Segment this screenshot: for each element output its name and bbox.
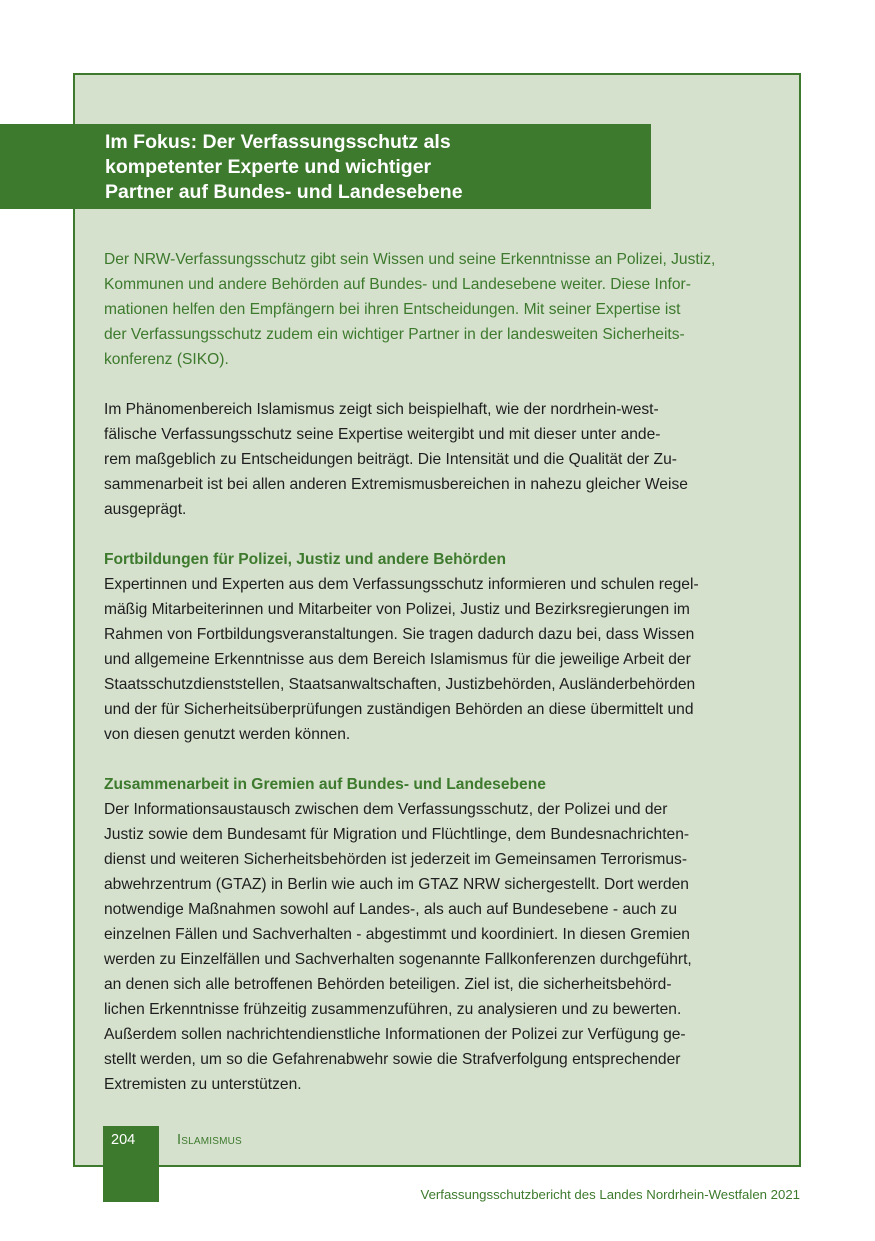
text-line: und der für Sicherheitsüberprüfungen zuständigen Behörden an diese übermittelt und <box>104 701 694 718</box>
intro-paragraph <box>104 247 784 372</box>
text-line: Extremisten zu unterstützen. <box>104 1076 302 1093</box>
title-line: Im Fokus: Der Verfassungsschutz als <box>105 131 451 153</box>
section-heading: Fortbildungen für Polizei, Justiz und andere Behörden <box>104 551 506 568</box>
text-line: dienst und weiteren Sicherheitsbehörden ist jederzeit im Gemeinsamen Terrorismus- <box>104 851 688 868</box>
chapter-label: Islamismus <box>177 1132 242 1148</box>
footer-publication-title: Verfassungsschutzbericht des Landes Nordrhein-Westfalen 2021 <box>420 1187 800 1202</box>
text-line: ausgeprägt. <box>104 501 187 518</box>
text-line: von diesen genutzt werden können. <box>104 726 351 743</box>
section-zusammenarbeit <box>104 772 784 1097</box>
text-line: stellt werden, um so die Gefahrenabwehr sowie die Strafverfolgung entsprechender <box>104 1051 681 1068</box>
text-line: rem maßgeblich zu Entscheidungen beiträgt. Die Intensität und die Qualität der Zu- <box>104 451 677 468</box>
text-line: Außerdem sollen nachrichtendienstliche Informationen der Polizei zur Verfügung ge- <box>104 1026 686 1043</box>
section-fortbildungen <box>104 547 784 747</box>
text-line: werden zu Einzelfällen und Sachverhalten sogenannte Fallkonferenzen durchgeführt, <box>104 951 692 968</box>
box-title <box>105 130 625 205</box>
title-line: kompetenter Experte und wichtiger <box>105 156 432 178</box>
text-line: Rahmen von Fortbildungsveranstaltungen. Sie tragen dadurch dazu bei, dass Wissen <box>104 626 695 643</box>
page-number: 204 <box>111 1132 136 1148</box>
section-heading: Zusammenarbeit in Gremien auf Bundes- und Landesebene <box>104 776 546 793</box>
body-paragraph <box>104 397 784 522</box>
text-line: sammenarbeit ist bei allen anderen Extremismusbereichen in nahezu gleicher Weise <box>104 476 688 493</box>
text-line: fälische Verfassungsschutz seine Expertise weitergibt und mit dieser unter ande- <box>104 426 661 443</box>
text-line: abwehrzentrum (GTAZ) in Berlin wie auch im GTAZ NRW sichergestellt. Dort werden <box>104 876 689 893</box>
text-line: konferenz (SIKO). <box>104 351 229 368</box>
text-line: Justiz sowie dem Bundesamt für Migration und Flüchtlinge, dem Bundesnachrichten- <box>104 826 690 843</box>
text-line: Expertinnen und Experten aus dem Verfassungsschutz informieren und schulen regel- <box>104 576 699 593</box>
title-line: Partner auf Bundes- und Landesebene <box>105 181 463 203</box>
text-line: notwendige Maßnahmen sowohl auf Landes-, als auch auf Bundesebene - auch zu <box>104 901 678 918</box>
text-line: Der Informationsaustausch zwischen dem Verfassungsschutz, der Polizei und der <box>104 801 668 818</box>
text-line: einzelnen Fällen und Sachverhalten - abgestimmt und koordiniert. In diesen Gremien <box>104 926 690 943</box>
text-line: und allgemeine Erkenntnisse aus dem Bereich Islamismus für die jeweilige Arbeit der <box>104 651 691 668</box>
text-line: Der NRW-Verfassungsschutz gibt sein Wissen und seine Erkenntnisse an Polizei, Justiz, <box>104 251 716 268</box>
text-line: Kommunen und andere Behörden auf Bundes- und Landesebene weiter. Diese Infor- <box>104 276 691 293</box>
text-line: Staatsschutzdienststellen, Staatsanwaltschaften, Justizbehörden, Ausländerbehörden <box>104 676 696 693</box>
text-line: lichen Erkenntnisse frühzeitig zusammenzuführen, zu analysieren und zu bewerten. <box>104 1001 682 1018</box>
text-line: an denen sich alle betroffenen Behörden beteiligen. Ziel ist, die sicherheitsbehörd- <box>104 976 672 993</box>
text-line: mationen helfen den Empfängern bei ihren Entscheidungen. Mit seiner Expertise ist <box>104 301 681 318</box>
text-line: mäßig Mitarbeiterinnen und Mitarbeiter von Polizei, Justiz und Bezirksregierungen im <box>104 601 690 618</box>
text-line: Im Phänomenbereich Islamismus zeigt sich beispielhaft, wie der nordrhein-west- <box>104 401 659 418</box>
text-line: der Verfassungsschutz zudem ein wichtiger Partner in der landesweiten Sicherheits- <box>104 326 685 343</box>
